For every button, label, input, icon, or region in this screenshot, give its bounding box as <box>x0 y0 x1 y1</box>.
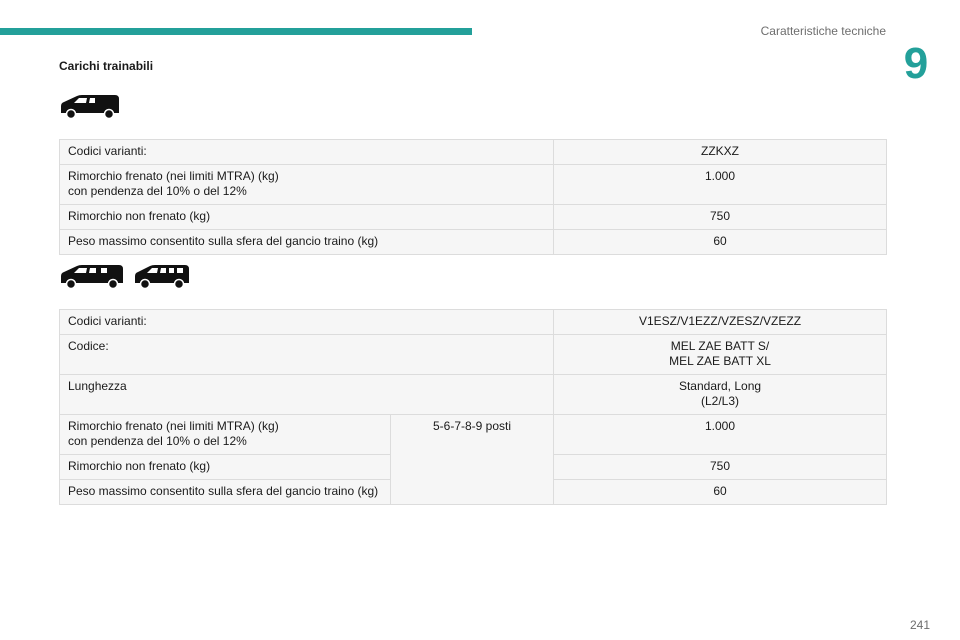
row-label: Rimorchio frenato (nei limiti MTRA) (kg) con pendenza del 10% o del 12% <box>60 415 391 455</box>
table-row <box>60 205 887 230</box>
row-value: ZZKXZ <box>554 140 887 165</box>
table-row <box>60 165 887 205</box>
table-row <box>60 230 887 255</box>
van-icon <box>59 94 121 120</box>
variant-label: Codici varianti: <box>60 310 554 335</box>
van-long-icon <box>59 264 125 290</box>
seats-value: 5-6-7-8-9 posti <box>391 415 554 505</box>
row-label: Rimorchio non frenato (kg) <box>60 455 391 480</box>
row-value: 1.000 <box>554 165 887 205</box>
row-label: Codici varianti: <box>60 140 554 165</box>
table-row <box>60 415 887 455</box>
code-value: MEL ZAE BATT S/ MEL ZAE BATT XL <box>554 335 887 375</box>
row-label: Peso massimo consentito sulla sfera del gancio traino (kg) <box>60 230 554 255</box>
table-row <box>60 335 887 375</box>
table-row <box>60 140 887 165</box>
vehicle-icons-2 <box>59 264 191 290</box>
page-number: 241 <box>909 618 930 632</box>
chapter-title: Caratteristiche tecniche <box>760 24 886 38</box>
row-label: Rimorchio frenato (nei limiti MTRA) (kg) con pendenza del 10% o del 12% <box>60 165 554 205</box>
table-row <box>60 310 887 335</box>
van-passenger-icon <box>133 264 191 290</box>
row-value: 1.000 <box>554 415 887 455</box>
table-towing-variants <box>59 309 887 505</box>
row-label: Peso massimo consentito sulla sfera del gancio traino (kg) <box>60 480 391 505</box>
row-label: Rimorchio non frenato (kg) <box>60 205 554 230</box>
row-value: 750 <box>554 205 887 230</box>
row-value: 60 <box>554 230 887 255</box>
section-title: Carichi trainabili <box>59 59 154 73</box>
row-value: 750 <box>554 455 887 480</box>
row-value: 60 <box>554 480 887 505</box>
chapter-number: 9 <box>903 39 929 88</box>
variant-value: V1ESZ/V1EZZ/VZESZ/VZEZZ <box>554 310 887 335</box>
vehicle-icons-1 <box>59 94 121 120</box>
length-label: Lunghezza <box>60 375 554 415</box>
header-accent-bar <box>0 28 472 35</box>
table-row <box>60 375 887 415</box>
table-towing-zzkxz <box>59 139 887 255</box>
code-label: Codice: <box>60 335 554 375</box>
length-value: Standard, Long (L2/L3) <box>554 375 887 415</box>
